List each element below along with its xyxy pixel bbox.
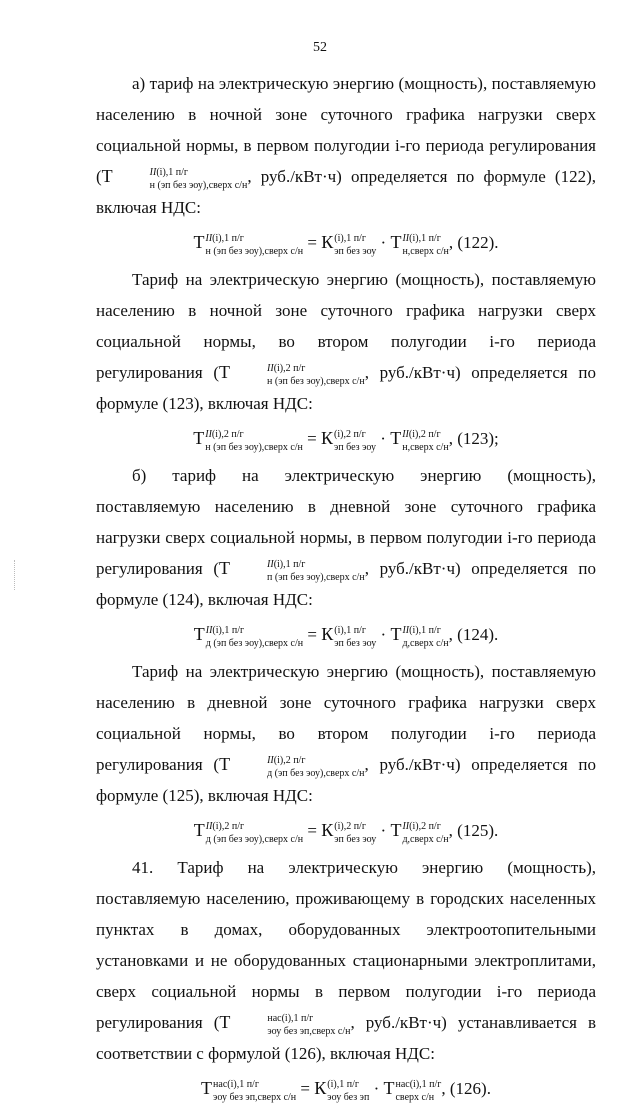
multiply-dot: · [380, 625, 387, 644]
sub-superscript [402, 430, 448, 453]
paragraph-text [96, 656, 596, 811]
symbol-T: Т [101, 166, 113, 186]
paragraph-lead: Тариф на электрическую энергию (мощность), поставляемую населению в дневной зоне суточного графика нагрузки сверх социальной нормы, во втором полугодии i-го периода регулирования ( [96, 662, 596, 774]
subscript: н (эп без эоу),сверх с/н [149, 180, 248, 191]
multiply-dot: · [380, 429, 386, 448]
symbol-K: К [321, 428, 334, 448]
superscript: II(i),1 п/г [149, 167, 189, 178]
inline-tariff-symbol [219, 362, 365, 387]
formula-number: , (124). [448, 625, 499, 644]
formula-number: , (125). [448, 821, 499, 840]
sub-superscript [114, 168, 248, 191]
paragraph-tail: , руб./кВт·ч) устанавливается в соответствии с формулой (126), включая НДС: [96, 1013, 596, 1063]
equals-sign: = [307, 233, 317, 252]
superscript: II(i),2 п/г [205, 821, 245, 832]
symbol-T: Т [219, 362, 231, 382]
sub-superscript [231, 560, 365, 583]
paragraph-tail: , руб./кВт·ч) определяется по формуле (122), включая НДС: [96, 167, 596, 217]
formula [96, 815, 596, 846]
subscript: д,сверх с/н [402, 638, 449, 649]
page-number: 52 [313, 40, 327, 55]
superscript: (i),1 п/г [327, 1079, 359, 1090]
superscript: II(i),1 п/г [205, 233, 244, 244]
sub-superscript [205, 234, 303, 257]
formula [96, 619, 596, 650]
subscript: эоу без эп [327, 1092, 370, 1103]
subscript: эп без эоу [334, 442, 377, 453]
symbol-T: Т [390, 232, 402, 252]
paragraph-block-a1 [96, 68, 596, 258]
sub-superscript [213, 1080, 296, 1103]
subscript: д (эп без эоу),сверх с/н [205, 638, 304, 649]
paragraph-tail: , руб./кВт·ч) определяется по формуле (123), включая НДС: [96, 363, 596, 413]
formula [96, 423, 596, 454]
subscript: н (эп без эоу),сверх с/н [205, 442, 303, 453]
symbol-K: К [321, 624, 334, 644]
paragraph-lead: 41. Тариф на электрическую энергию (мощность), поставляемую населению, проживающему в городских населенных пунктах в домах, оборудованных электроотопительными установками и не оборудованных стационарными электроплитами, сверх социальной нормы в первом полугодии i-го периода регулирования ( [96, 858, 596, 1032]
paragraph-text [96, 852, 596, 1069]
inline-tariff-symbol [101, 166, 248, 191]
sub-superscript [402, 626, 448, 649]
subscript: д,сверх с/н [402, 834, 449, 845]
paragraph-tail: , руб./кВт·ч) определяется по формуле (124), включая НДС: [96, 559, 596, 609]
symbol-T: Т [193, 624, 205, 644]
subscript: эп без эоу [334, 834, 377, 845]
equals-sign: = [307, 429, 317, 448]
formula-number: , (123); [448, 429, 499, 448]
inline-tariff-symbol [219, 558, 365, 583]
sub-superscript [205, 430, 303, 453]
symbol-T: Т [193, 232, 205, 252]
superscript: II(i),1 п/г [267, 559, 306, 570]
subscript: эоу без эп,сверх с/н [267, 1026, 351, 1037]
subscript: д (эп без эоу),сверх с/н [205, 834, 304, 845]
paragraph-text [96, 460, 596, 615]
sub-superscript [231, 1014, 350, 1037]
symbol-K: К [321, 232, 334, 252]
sub-superscript [206, 822, 303, 845]
formula [96, 1073, 596, 1104]
superscript: II(i),2 п/г [267, 755, 306, 766]
sub-superscript [231, 756, 364, 779]
sub-superscript [231, 364, 365, 387]
superscript: нас(i),1 п/г [267, 1013, 314, 1024]
superscript: II(i),2 п/г [267, 363, 306, 374]
symbol-T: Т [201, 1078, 213, 1098]
symbol-T: Т [219, 558, 231, 578]
superscript: II(i),1 п/г [205, 625, 245, 636]
paragraph-block-b1 [96, 460, 596, 650]
subscript: д (эп без эоу),сверх с/н [267, 768, 365, 779]
formula [96, 227, 596, 258]
subscript: эп без эоу [334, 246, 377, 257]
superscript: (i),2 п/г [334, 429, 366, 440]
paragraph-block-b2 [96, 656, 596, 846]
symbol-T: Т [219, 1012, 231, 1032]
inline-tariff-symbol [219, 754, 365, 779]
superscript: (i),1 п/г [334, 233, 366, 244]
symbol-T: Т [390, 624, 402, 644]
symbol-T: Т [219, 754, 231, 774]
multiply-dot: · [380, 233, 387, 252]
subscript: н (эп без эоу),сверх с/н [267, 376, 365, 387]
paragraph-text [96, 68, 596, 223]
symbol-T: Т [390, 428, 402, 448]
superscript: II(i),2 п/г [402, 429, 441, 440]
sub-superscript [334, 626, 376, 649]
paragraph-lead: б) тариф на электрическую энергию (мощность), поставляемую населению в дневной зоне суточного графика нагрузки сверх социальной нормы, в первом полугодии i-го периода регулирования ( [96, 466, 596, 578]
sub-superscript [402, 822, 448, 845]
subscript: н,сверх с/н [402, 442, 449, 453]
subscript: сверх с/н [395, 1092, 435, 1103]
paragraph-lead: а) тариф на электрическую энергию (мощность), поставляемую населению в ночной зоне суточного графика нагрузки сверх социальной нормы, в первом полугодии i-го периода регулирования ( [96, 74, 596, 186]
sub-superscript [327, 1080, 369, 1103]
superscript: II(i),1 п/г [402, 233, 441, 244]
symbol-T: Т [390, 820, 402, 840]
subscript: эоу без эп,сверх с/н [213, 1092, 297, 1103]
formula-number: , (126). [441, 1079, 491, 1098]
equals-sign: = [307, 625, 317, 644]
subscript: н,сверх с/н [402, 246, 449, 257]
paragraph-lead: Тариф на электрическую энергию (мощность), поставляемую населению в ночной зоне суточного графика нагрузки сверх социальной нормы, во втором полугодии i-го периода регулирования ( [96, 270, 596, 382]
superscript: нас(i),1 п/г [213, 1079, 259, 1090]
sub-superscript [395, 1080, 441, 1103]
superscript: II(i),2 п/г [205, 429, 244, 440]
superscript: нас(i),1 п/г [395, 1079, 442, 1090]
equals-sign: = [300, 1079, 311, 1098]
formula-number: , (122). [448, 233, 499, 252]
multiply-dot: · [380, 821, 387, 840]
paragraph-block-a2 [96, 264, 596, 454]
symbol-T: Т [193, 820, 205, 840]
paragraph-text [96, 264, 596, 419]
subscript: н (эп без эоу),сверх с/н [205, 246, 304, 257]
superscript: II(i),2 п/г [402, 821, 441, 832]
sub-superscript [402, 234, 448, 257]
paragraph-tail: , руб./кВт·ч) определяется по формуле (125), включая НДС: [96, 755, 596, 805]
symbol-K: К [321, 820, 334, 840]
symbol-T: Т [383, 1078, 395, 1098]
symbol-K: К [314, 1078, 327, 1098]
sub-superscript [334, 430, 376, 453]
inline-tariff-symbol [219, 1012, 351, 1037]
equals-sign: = [307, 821, 317, 840]
superscript: II(i),1 п/г [402, 625, 441, 636]
superscript: (i),2 п/г [334, 821, 366, 832]
symbol-T: Т [193, 428, 205, 448]
superscript: (i),1 п/г [334, 625, 366, 636]
document-body [96, 68, 596, 1110]
scan-mark [14, 560, 16, 590]
subscript: эп без эоу [334, 638, 377, 649]
sub-superscript [334, 234, 376, 257]
paragraph-block-p41 [96, 852, 596, 1104]
multiply-dot: · [373, 1079, 380, 1098]
sub-superscript [334, 822, 376, 845]
subscript: п (эп без эоу),сверх с/н [267, 572, 365, 583]
sub-superscript [206, 626, 303, 649]
